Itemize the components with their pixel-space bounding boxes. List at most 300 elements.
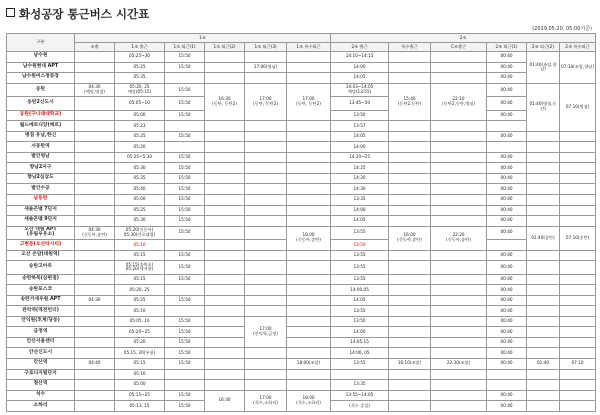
route-name: 향남2지구 [7,163,75,174]
time-cell: 05:20 [115,337,165,348]
time-cell [205,163,245,174]
time-cell [75,110,115,121]
route-name: 안익원(호계/당동) [7,316,75,327]
time-cell [75,285,115,296]
time-cell [560,390,596,401]
time-cell: 13:57 [331,121,389,132]
time-cell [75,240,115,251]
time-cell [165,369,205,380]
time-cell [245,131,287,142]
time-cell [431,261,487,275]
shift1-header: 1조 [75,34,331,43]
time-cell: 05:25 [115,62,165,73]
time-cell [205,285,245,296]
time-cell [389,348,431,359]
time-cell [205,173,245,184]
col-header: 조출 [75,43,115,52]
time-cell: 05:00 [115,380,165,391]
table-row [7,216,596,227]
time-cell [205,306,245,317]
time-cell [205,261,245,275]
time-cell [431,369,487,380]
time-cell [287,316,331,327]
time-cell: 05:23 [115,121,165,132]
time-cell: (석수 증설) [331,401,389,412]
time-cell: 00:40 [487,97,527,111]
table-row [7,173,596,184]
time-cell: 15:50 [165,316,205,327]
time-cell [205,52,245,63]
time-cell [389,380,431,391]
time-cell: 05:20, 25 예당(05:15) [115,83,165,97]
time-cell [389,142,431,153]
time-cell [287,184,331,195]
time-cell [205,337,245,348]
route-name: 고현동(오산타시티) [7,240,75,251]
time-cell [245,295,287,306]
time-cell [205,240,245,251]
time-cell [487,121,527,132]
time-cell [389,52,431,63]
time-cell: 05:15 [115,250,165,261]
merged-time-cell: 17:00 (석수,소하리) [245,390,287,411]
time-cell: 14:00 [331,142,389,153]
merged-time-cell: 17:00 (안익역,금정) [245,316,287,348]
merged-time-cell: 01:40(조암,향남) [527,52,560,84]
time-cell [431,390,487,401]
time-cell [527,327,560,338]
time-cell: 13:50 [331,240,389,251]
time-cell [75,97,115,111]
time-cell: 00:40 [487,295,527,306]
route-name: 월드메르디앙(메르) [7,121,75,132]
time-cell [560,152,596,163]
route-name: 석수 [7,390,75,401]
time-cell [165,380,205,391]
time-cell: 15:50 [165,274,205,285]
merged-time-cell: 16:00 (신동아,송탄) [389,226,431,250]
time-cell [431,194,487,205]
time-cell: 15:50 [165,205,205,216]
time-cell [527,250,560,261]
time-cell [165,240,205,251]
time-cell [75,184,115,195]
table-row [7,369,596,380]
route-name: 소하리 [7,401,75,412]
route-name: 송탄포스코 [7,285,75,296]
time-cell: 13:55 [331,261,389,275]
time-cell [205,205,245,216]
time-cell [287,163,331,174]
time-cell [527,348,560,359]
time-cell [389,316,431,327]
time-cell: 00:40 [487,401,527,412]
merged-time-cell: 17:00 (동탄, 동탄2) [287,83,331,121]
header-row-columns [7,43,596,52]
time-cell [75,380,115,391]
time-cell [560,316,596,327]
time-cell: 05:40 [115,184,165,195]
time-cell [527,205,560,216]
time-cell [245,359,287,370]
time-cell [560,274,596,285]
time-cell [75,369,115,380]
time-cell: 15:50 [165,152,205,163]
time-cell: 05:35 [115,173,165,184]
time-cell [527,337,560,348]
route-name: 동탄(구나래대학교) [7,110,75,121]
table-row [7,121,596,132]
merged-time-cell: 18:00 (석수,소하리) [287,390,331,411]
route-name: 새솔곤맴 7단지 [7,205,75,216]
time-cell [245,240,287,251]
time-cell [487,380,527,391]
time-cell: 00:40 [487,285,527,296]
time-cell: 15:50 [165,131,205,142]
time-cell [165,285,205,296]
time-cell [560,348,596,359]
time-cell [527,261,560,275]
time-cell: 04:40 [75,359,115,370]
time-cell: 00:40 [487,110,527,121]
time-cell [560,285,596,296]
time-cell [287,73,331,84]
table-row [7,152,596,163]
time-cell [205,274,245,285]
time-cell [389,261,431,275]
route-name: 철산역 [7,380,75,391]
time-cell [287,205,331,216]
time-cell: 13:55 [331,359,389,370]
time-cell: 05:30 [115,216,165,227]
time-cell [287,194,331,205]
time-cell: 15:50 [165,97,205,111]
time-cell: 15:50 [165,194,205,205]
time-cell: 05:35 [115,73,165,84]
time-cell: 13:45~50 [331,97,389,111]
time-cell [75,163,115,174]
time-cell [287,62,331,73]
table-row [7,194,596,205]
table-row [7,348,596,359]
time-cell [287,250,331,261]
time-cell [487,240,527,251]
time-cell: 05:10 [115,240,165,251]
time-cell [431,306,487,317]
time-cell [245,194,287,205]
time-cell [205,184,245,195]
time-cell [245,380,287,391]
time-cell [487,369,527,380]
time-cell: 13:50 [331,110,389,121]
route-name: 발안수공 [7,184,75,195]
time-cell: 05:25~30 [115,52,165,63]
time-cell [560,173,596,184]
time-cell: 14:05 [331,216,389,227]
time-cell [560,131,596,142]
time-cell: 00:40 [487,250,527,261]
route-name: 송탄고아루 [7,261,75,275]
time-cell [527,369,560,380]
time-cell [205,348,245,359]
table-row [7,380,596,391]
time-cell [245,142,287,153]
time-cell [389,131,431,142]
time-cell: 05:20~25 [115,327,165,338]
time-cell [75,274,115,285]
time-cell [560,295,596,306]
time-cell [245,226,287,240]
time-cell: 14:00 [331,205,389,216]
time-cell [389,250,431,261]
time-cell: 14:25 [331,163,389,174]
time-cell [75,316,115,327]
time-cell [75,142,115,153]
table-row [7,131,596,142]
time-cell [245,184,287,195]
col-header: 특수출근 [389,43,431,52]
time-cell [245,163,287,174]
time-cell [527,316,560,327]
route-name: 남수원 [7,52,75,63]
time-cell [165,306,205,317]
col-header: C조출근 [431,43,487,52]
table-row [7,285,596,296]
col-header: 1조 퇴근(1) [165,43,205,52]
time-cell: 00:40 [487,83,527,97]
time-cell [431,401,487,412]
time-cell [431,380,487,391]
time-cell [431,295,487,306]
time-cell: 15:50 [165,327,205,338]
time-cell: 00:40 [487,327,527,338]
table-row [7,250,596,261]
merged-time-cell: 22:30(조암) [431,359,487,370]
time-cell [431,250,487,261]
time-cell [389,152,431,163]
time-cell [389,274,431,285]
time-cell [527,216,560,227]
time-cell [389,216,431,227]
time-cell [287,52,331,63]
time-cell [287,380,331,391]
time-cell: 15:50 [165,52,205,63]
time-cell [287,152,331,163]
time-cell [389,295,431,306]
time-cell: 05:00 [115,110,165,121]
time-cell [245,274,287,285]
time-cell: 15:50 [165,173,205,184]
time-cell: 13:55 [331,250,389,261]
time-cell [431,163,487,174]
time-cell: 04:30 [75,295,115,306]
time-cell [431,216,487,227]
time-cell: 05:15~25 [115,390,165,401]
time-cell [389,121,431,132]
merged-time-cell: 17:00 (동탄, 동탄2) [245,83,287,121]
time-cell [75,216,115,227]
time-cell: 15:50 [165,337,205,348]
time-cell [205,131,245,142]
time-cell: 00:40 [487,52,527,63]
time-cell [287,348,331,359]
time-cell [527,285,560,296]
time-cell [75,348,115,359]
time-cell [245,121,287,132]
time-cell [165,142,205,153]
time-cell: 13:50 [331,316,389,327]
time-cell: 14:10~14:15 [331,52,389,63]
time-cell [389,205,431,216]
time-cell [75,205,115,216]
col-header: 2조 출근 [331,43,389,52]
time-cell [287,327,331,338]
route-name: 송탄거세우원 APT [7,295,75,306]
route-name: 남수원버스정류장 [7,73,75,84]
time-cell [431,173,487,184]
time-cell: 00:40 [487,194,527,205]
route-name: 동탄2신도시 [7,97,75,111]
time-cell: 00:40 [487,274,527,285]
time-cell [75,401,115,412]
time-cell [560,369,596,380]
time-cell [75,337,115,348]
col-header: 2조 특수퇴근 [560,43,596,52]
table-row [7,226,596,240]
title-text: 화성공장 통근버스 시간표 [19,7,150,21]
time-cell: 00:40 [487,216,527,227]
time-cell [431,142,487,153]
route-name: 안산서울센터 [7,337,75,348]
time-cell [165,121,205,132]
time-cell: 00:40 [487,205,527,216]
merged-time-cell: 16:30 (동탄, 동탄2) [205,83,245,121]
time-cell [431,73,487,84]
time-cell [245,348,287,359]
time-cell [527,306,560,317]
col-header: 1조 퇴근(2) [205,43,245,52]
time-cell: 00:40 [487,316,527,327]
time-cell: 05:00 [115,194,165,205]
route-name: 발안영남 [7,152,75,163]
time-cell [560,306,596,317]
time-cell: 05:15 [115,274,165,285]
route-name: 안산신도시 [7,348,75,359]
time-cell [205,359,245,370]
time-cell: 05:13, 15 [115,401,165,412]
time-cell [245,216,287,227]
time-cell: 05:10 [115,369,165,380]
time-cell: 13:55 [331,306,389,317]
time-cell [205,62,245,73]
time-cell: 14:00, 05 [331,348,389,359]
time-cell [205,295,245,306]
time-cell: 00:40 [487,348,527,359]
time-cell: 14:05 [331,131,389,142]
time-cell [560,261,596,275]
time-cell: 15:50 [165,163,205,174]
time-cell [287,369,331,380]
time-cell [205,121,245,132]
time-cell [560,327,596,338]
time-cell: 13:55 [331,274,389,285]
merged-time-cell: 07:10(조암,향남) [560,52,596,84]
route-name: 오산 대림 APT (유림우유소) [7,226,75,240]
table-row [7,390,596,401]
time-cell [245,173,287,184]
col-header: 1조 특수퇴근 [287,43,331,52]
time-cell [527,401,560,412]
time-cell [389,173,431,184]
time-cell: 00:40 [487,306,527,317]
time-cell [389,369,431,380]
merged-time-cell: 16:30 [205,390,245,411]
time-cell: 15:50 [165,390,205,401]
time-cell [287,261,331,275]
time-cell: 14:20~25 [331,152,389,163]
time-cell [245,306,287,317]
route-name: 동탄 [7,83,75,97]
time-cell [487,142,527,153]
time-cell [431,274,487,285]
time-cell: 05:20(신동아) 05:30(안오대림) [115,226,165,240]
time-cell [431,131,487,142]
time-cell [527,173,560,184]
time-cell [560,142,596,153]
time-cell [205,73,245,84]
table-row [7,316,596,327]
route-name: 향남2심삼도 [7,173,75,184]
table-row [7,83,596,97]
time-cell [75,52,115,63]
table-row [7,52,596,63]
merged-time-cell: 01:40(송탄) [527,226,560,250]
time-cell: 05:10 [115,306,165,317]
time-cell: 17:00(형님) [245,62,287,73]
time-cell: 05:30 [115,163,165,174]
time-cell [287,337,331,348]
time-cell: 15:50 [165,83,205,97]
table-row [7,142,596,153]
route-header: 구분 [7,34,75,52]
time-cell: 15:50 [165,261,205,275]
time-cell [75,73,115,84]
time-cell [245,205,287,216]
col-header: 2조 퇴근(1) [487,43,527,52]
time-cell [287,306,331,317]
time-cell [389,337,431,348]
time-cell: 14:05 [331,73,389,84]
merged-time-cell: 18:00(조암) [287,359,331,370]
time-cell: 14:05 [331,295,389,306]
time-cell: 14:05,15 [331,337,389,348]
table-row [7,274,596,285]
time-cell [560,337,596,348]
time-cell [287,216,331,227]
time-cell [527,131,560,142]
time-cell [75,173,115,184]
time-cell [389,327,431,338]
merged-time-cell: 18:00 (신동아,송탄) [287,226,331,250]
merged-time-cell: 01:40(병점,동산) [527,83,560,131]
time-cell [560,163,596,174]
time-cell [431,52,487,63]
header-row-shift [7,34,596,43]
table-row [7,337,596,348]
time-cell [527,274,560,285]
time-cell: 15:50 [165,216,205,227]
time-cell: 13:35 [331,194,389,205]
